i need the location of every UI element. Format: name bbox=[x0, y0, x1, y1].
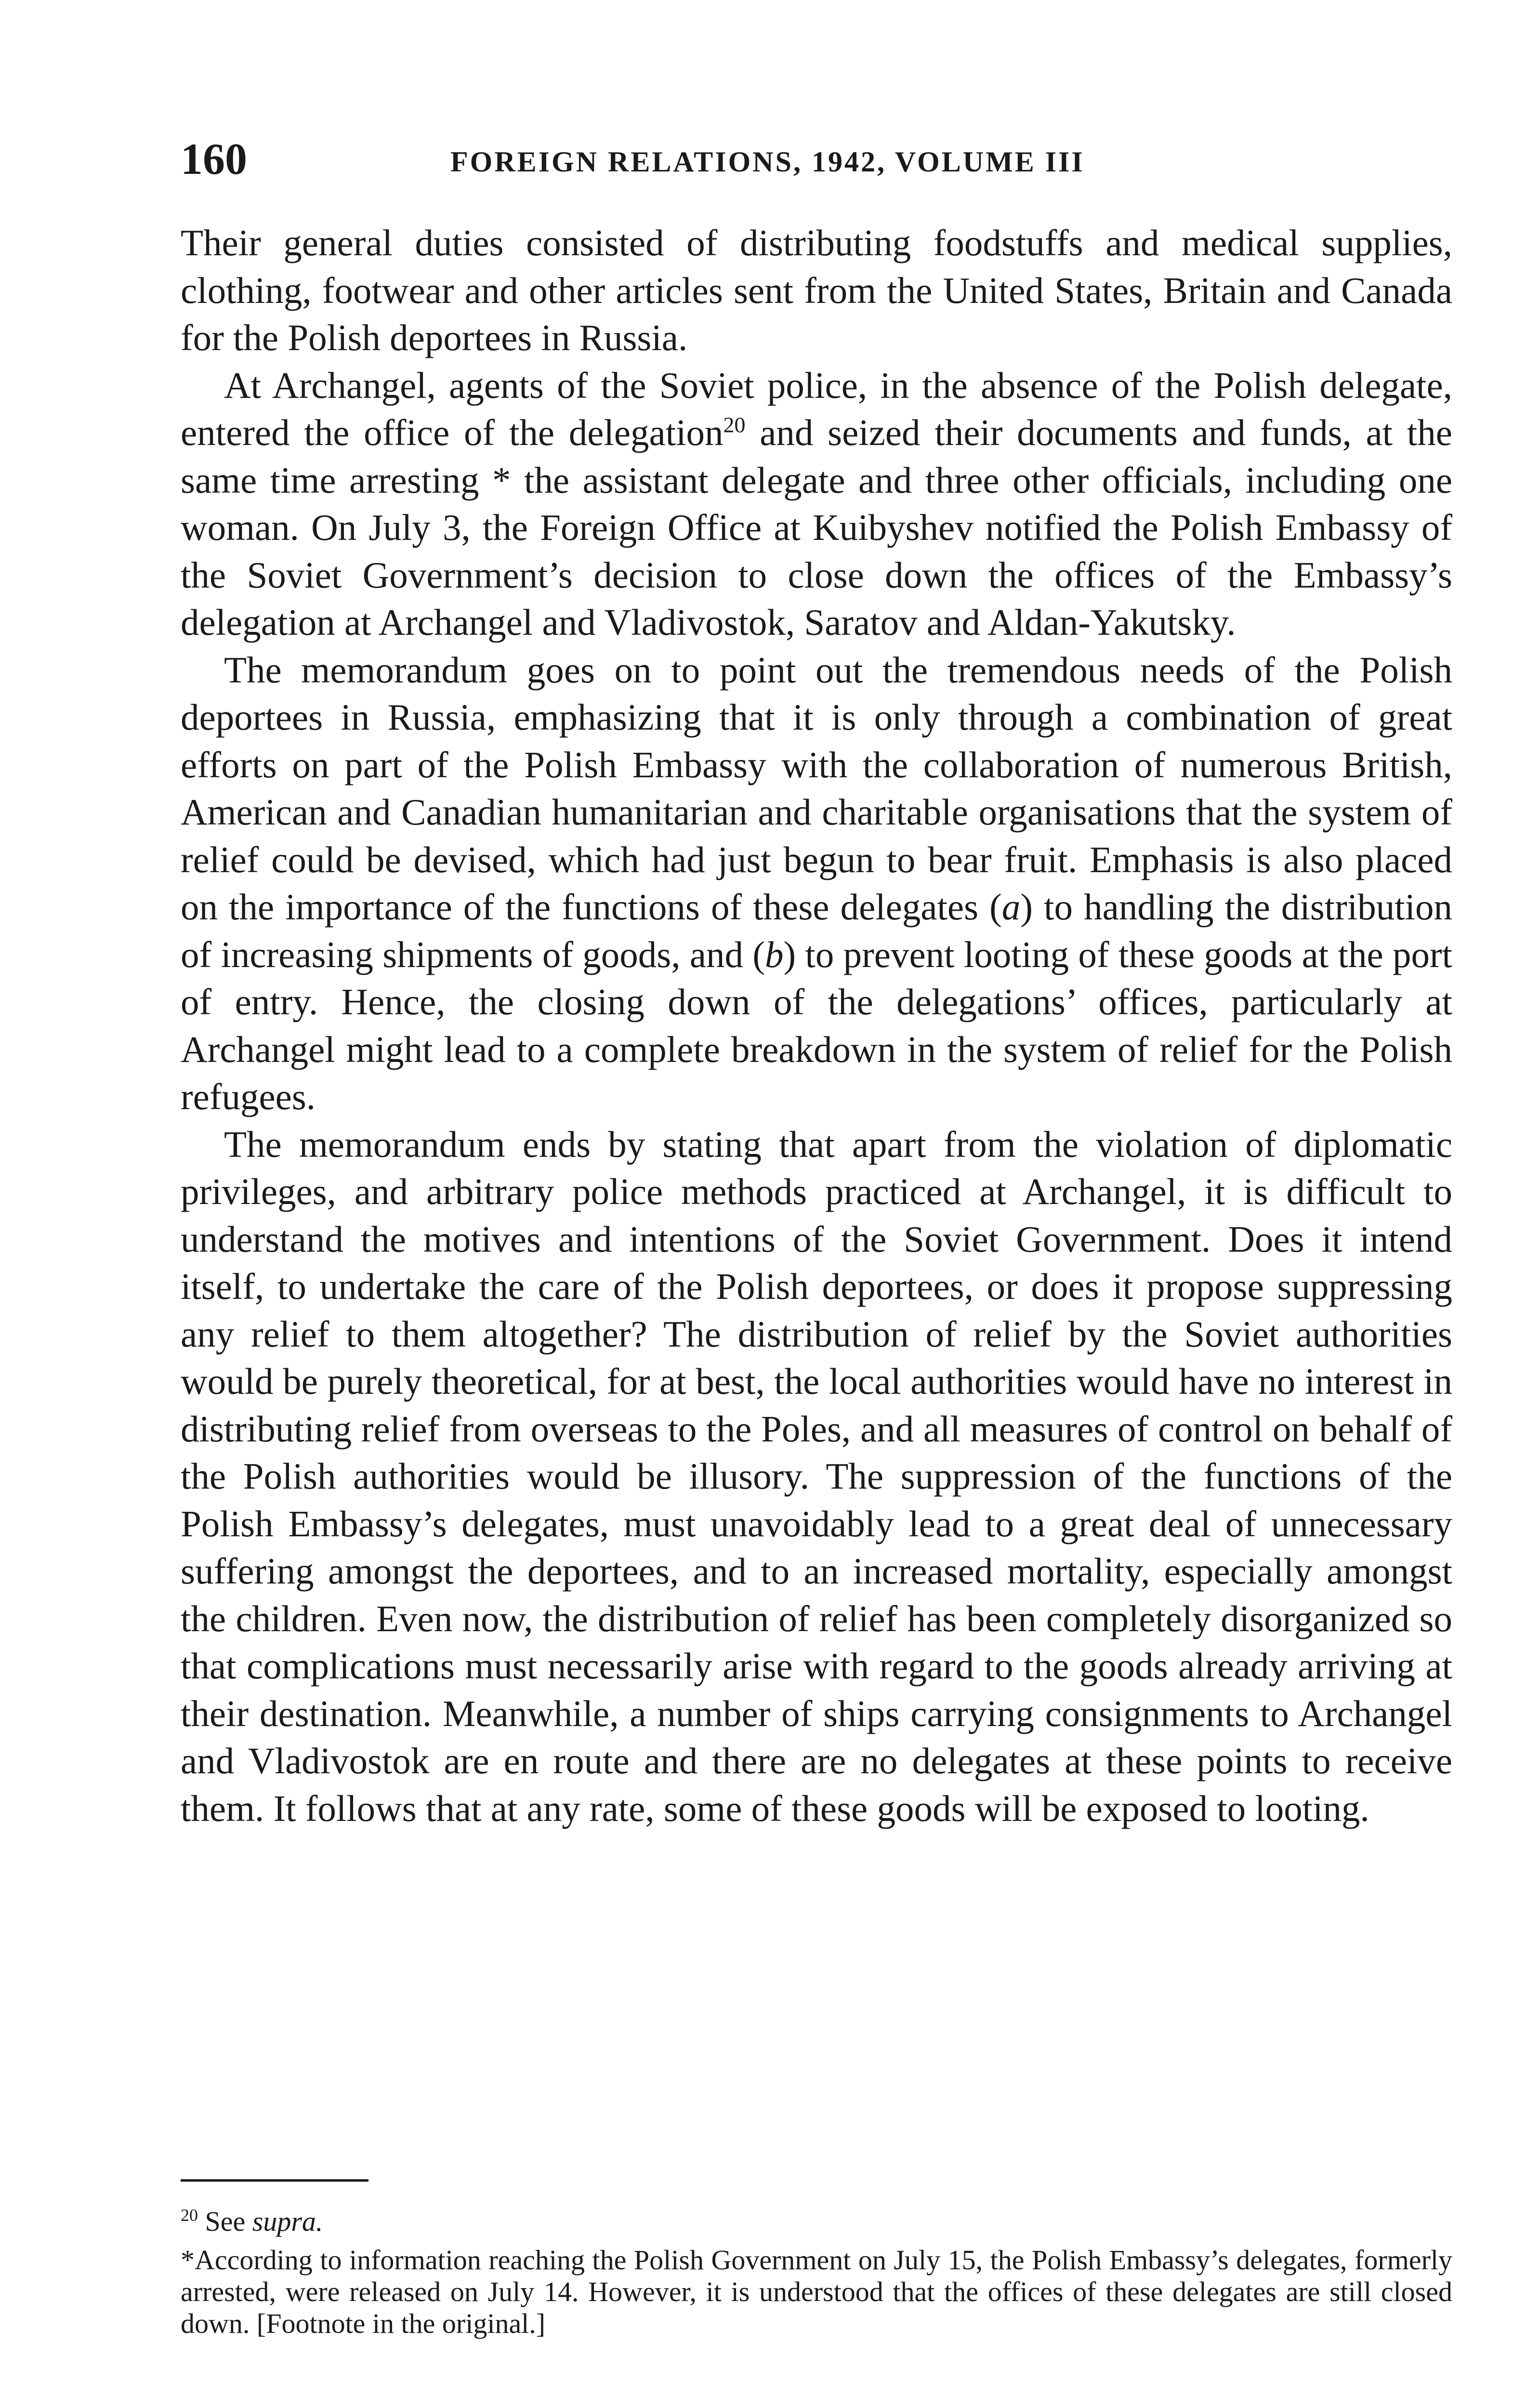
paragraph-1: Their general duties consisted of distributing foodstuffs and medical supplies, clothing, footwear and other articles sent from the United States, Britain and Canada for the Polish deportees in Russia. bbox=[181, 222, 1452, 358]
footnote-reference-20: 20 bbox=[723, 412, 746, 437]
page-number: 160 bbox=[181, 134, 247, 183]
footnote-star: *According to information reaching the Polish Government on July 15, the Polish Embassy’s delegates, formerly arrested, were released on July 14. However, it is understood that the offices of these delegates are still closed down. [Footnote in the original.] bbox=[181, 2244, 1452, 2339]
footnote-20 bbox=[181, 2206, 1452, 2238]
paragraph-3 bbox=[181, 646, 1452, 1121]
running-title: FOREIGN RELATIONS, 1942, VOLUME III bbox=[450, 146, 1085, 178]
paragraph-3-marker-a: a bbox=[1001, 886, 1021, 928]
running-head bbox=[181, 130, 1452, 188]
paragraph-3-text-b: ) to handling the distribution of increasing shipments of goods, and ( bbox=[181, 886, 1453, 975]
footnotes bbox=[181, 2206, 1452, 2340]
footnote-20-italic: supra. bbox=[252, 2206, 323, 2237]
footnote-20-prefix: See bbox=[198, 2206, 252, 2237]
footnote-divider bbox=[181, 2179, 368, 2182]
body-text bbox=[181, 219, 1452, 1832]
paragraph-3-text-a: The memorandum goes on to point out the tremendous needs of the Polish deportees in Russia, emphasizing that it is only through a combination of great efforts on part of the Polish Embassy with the collaboration of numerous British, American and Canadian humanitarian and charitable organisations that the system of relief could be devised, which had just begun to bear fruit. Emphasis is also placed on the importance of the functions of these delegates ( bbox=[181, 649, 1452, 928]
paragraph-2-text-a: At Archangel, agents of the Soviet police, in the absence of the Polish delegate, entered the office of the delegation bbox=[181, 364, 1452, 453]
paragraph-4: The memorandum ends by stating that apart from the violation of diplomatic privileges, and arbitrary police methods practiced at Archangel, it is difficult to understand the motives and intentions of the Soviet Government. Does it intend itself, to undertake the care of the Polish deportees, or does it propose suppressing any relief to them altogether? The distribution of relief by the Soviet authorities would be purely theoretical, for at best, the local authorities would have no interest in distributing relief from overseas to the Poles, and all measures of control on behalf of the Polish authorities would be illusory. The suppression of the functions of the Polish Embassy’s delegates, must unavoidably lead to a great deal of unnecessary suffering amongst the deportees, and to an increased mortality, especially amongst the children. Even now, the distribution of relief has been completely disorganized so that complications must necessarily arise with regard to the goods already arriving at their destination. Meanwhile, a number of ships carrying consignments to Archangel and Vladivostok are en route and there are no delegates at these points to receive them. It follows that at any rate, some of these goods will be exposed to looting. bbox=[181, 1123, 1452, 1829]
paragraph-2 bbox=[181, 362, 1452, 646]
footnote-20-mark: 20 bbox=[181, 2205, 198, 2225]
paragraph-2-text-b: and seized their documents and funds, at the same time arresting * the assistant delegate and three other officials, including one woman. On July 3, the Foreign Office at Kuibyshev notified the Polish Embassy of the Soviet Government’s decision to close down the offices of the Embassy’s delegation at Archangel and Vladivostok, Saratov and Aldan-Yakutsky. bbox=[181, 412, 1452, 643]
paragraph-3-marker-b: b bbox=[764, 933, 784, 975]
paragraph-3-text-c: ) to prevent looting of these goods at the port of entry. Hence, the closing down of the delegations’ offices, particularly at Archangel might lead to a complete breakdown in the system of relief for the Polish refugees. bbox=[181, 933, 1453, 1117]
